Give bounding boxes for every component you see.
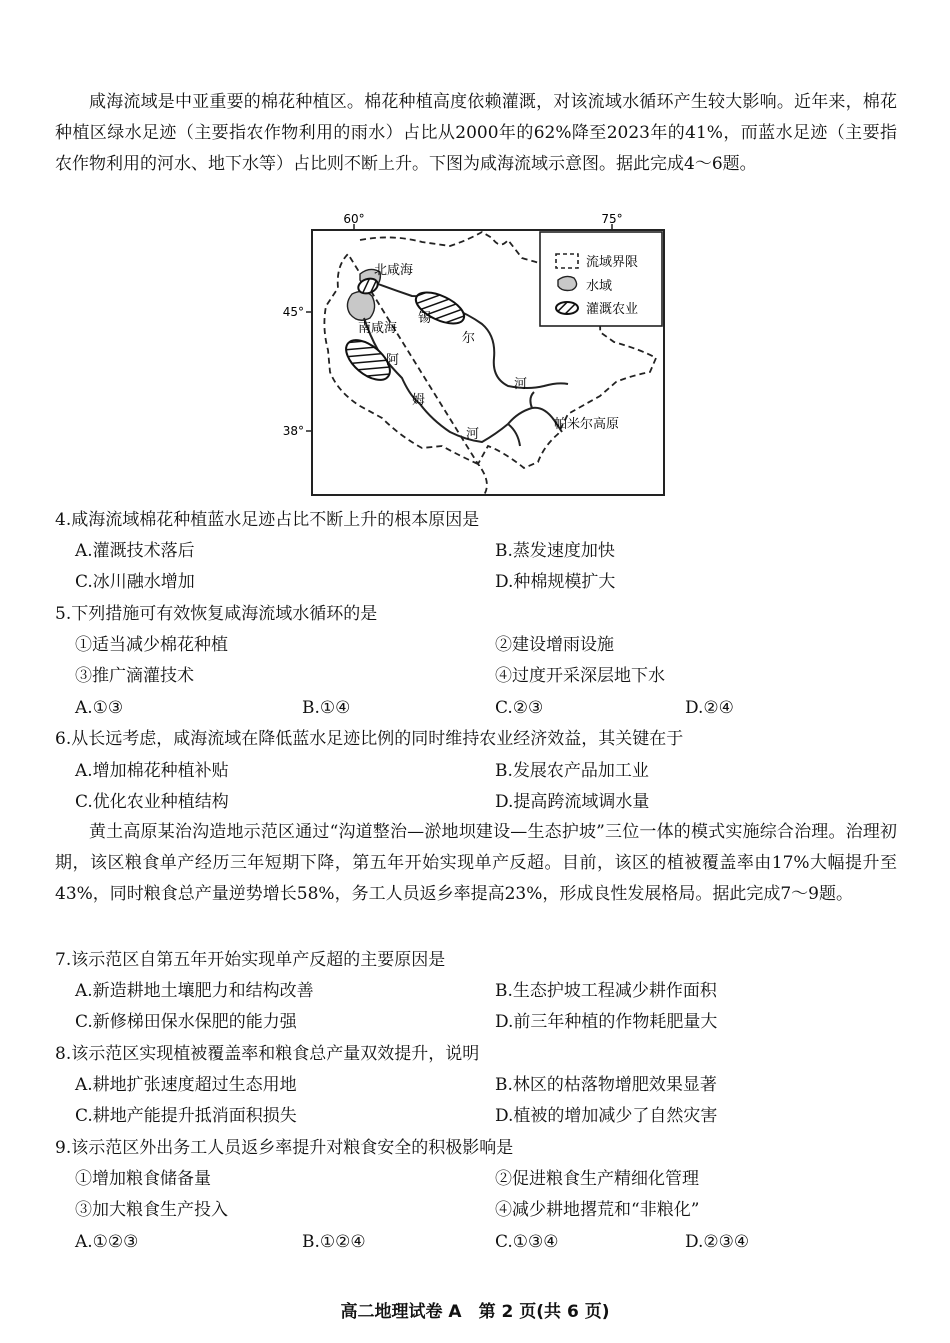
label-amu-char-3: 河 — [466, 427, 480, 442]
q5-option-a: A.①③ — [75, 698, 124, 718]
legend-boundary-label: 流域界限 — [586, 255, 639, 270]
q5-stem: 5.下列措施可有效恢复咸海流域水循环的是 — [55, 604, 378, 624]
q4-option-b: B.蒸发速度加快 — [495, 541, 615, 561]
label-north-aral: 北咸海 — [374, 263, 414, 278]
q4-option-c: C.冰川融水增加 — [75, 572, 195, 592]
label-syr-char-1: 锡 — [418, 311, 432, 326]
q4-stem: 4.咸海流域棉花种植蓝水足迹占比不断上升的根本原因是 — [55, 510, 480, 530]
label-south-aral: 南咸海 — [358, 321, 398, 336]
q9-option-d: D.②③④ — [685, 1232, 750, 1252]
label-amu-char-1: 阿 — [386, 353, 400, 368]
label-syr-char-3: 河 — [514, 377, 528, 392]
q8-option-d: D.植被的增加减少了自然灾害 — [495, 1106, 718, 1126]
intro-paragraph-loess: 黄土高原某治沟造地示范区通过“沟道整治—淤地坝建设—生态护坡”三位一体的模式实施综合治理。治理初期，该区粮食单产经历三年短期下降，第五年开始实现单产反超。目前，该区的植被覆盖率由17%大幅提升至43%，同时粮食总产量逆势增长58%，务工人员返乡率提高23%，形成良性发展格局。据此完成7～9题。 — [55, 822, 897, 904]
q8-option-b: B.林区的枯落物增肥效果显著 — [495, 1075, 717, 1095]
legend-water-symbol — [558, 276, 577, 290]
south-aral-water — [347, 291, 374, 320]
lat-label-38: 38° — [282, 424, 304, 438]
q5-statement-1: ①适当减少棉花种植 — [75, 635, 228, 655]
page-footer: 高二地理试卷 A 第 2 页(共 6 页) — [340, 1302, 610, 1322]
q5-option-b: B.①④ — [302, 698, 351, 718]
q8-stem: 8.该示范区实现植被覆盖率和粮食总产量双效提升，说明 — [55, 1044, 480, 1064]
q9-statement-2: ②促进粮食生产精细化管理 — [495, 1169, 699, 1189]
label-amu-char-2: 姆 — [412, 393, 426, 408]
legend-irrigation-label: 灌溉农业 — [586, 302, 639, 317]
intro-paragraph-aral: 咸海流域是中亚重要的棉花种植区。棉花种植高度依赖灌溉，对该流域水循环产生较大影响。近年来，棉花种植区绿水足迹（主要指农作物利用的雨水）占比从2000年的62%降至2023年的41%，而蓝水足迹（主要指农作物利用的河水、地下水等）占比则不断上升。下图为咸海流域示意图。据此完成4～6题。 — [55, 92, 897, 174]
q7-option-b: B.生态护坡工程减少耕作面积 — [495, 981, 717, 1001]
label-syr-char-2: 尔 — [462, 331, 476, 346]
q5-option-c: C.②③ — [495, 698, 544, 718]
label-pamir: 帕米尔高原 — [554, 417, 620, 432]
q4-option-a: A.灌溉技术落后 — [75, 541, 195, 561]
q7-option-a: A.新造耕地土壤肥力和结构改善 — [75, 981, 314, 1001]
aral-basin-map — [282, 210, 674, 500]
q5-option-d: D.②④ — [685, 698, 734, 718]
q5-statement-2: ②建设增雨设施 — [495, 635, 614, 655]
q6-option-a: A.增加棉花种植补贴 — [75, 761, 229, 781]
q6-option-d: D.提高跨流域调水量 — [495, 792, 650, 812]
q9-option-c: C.①③④ — [495, 1232, 559, 1252]
legend-irrigation-symbol — [556, 302, 578, 314]
q9-statement-1: ①增加粮食储备量 — [75, 1169, 211, 1189]
q9-option-a: A.①②③ — [75, 1232, 139, 1252]
q6-option-c: C.优化农业种植结构 — [75, 792, 229, 812]
q7-option-c: C.新修梯田保水保肥的能力强 — [75, 1012, 297, 1032]
q6-option-b: B.发展农产品加工业 — [495, 761, 649, 781]
lat-label-45: 45° — [282, 305, 304, 319]
q9-statement-3: ③加大粮食生产投入 — [75, 1200, 228, 1220]
lon-label-60: 60° — [343, 212, 365, 226]
q5-statement-3: ③推广滴灌技术 — [75, 666, 194, 686]
q7-option-d: D.前三年种植的作物耗肥量大 — [495, 1012, 718, 1032]
q5-statement-4: ④过度开采深层地下水 — [495, 666, 665, 686]
legend-water-label: 水域 — [586, 279, 613, 294]
q7-stem: 7.该示范区自第五年开始实现单产反超的主要原因是 — [55, 950, 446, 970]
q9-stem: 9.该示范区外出务工人员返乡率提升对粮食安全的积极影响是 — [55, 1138, 514, 1158]
q8-option-c: C.耕地产能提升抵消面积损失 — [75, 1106, 297, 1126]
q8-option-a: A.耕地扩张速度超过生态用地 — [75, 1075, 297, 1095]
lon-label-75: 75° — [601, 212, 623, 226]
q9-statement-4: ④减少耕地撂荒和“非粮化” — [495, 1200, 700, 1220]
q9-option-b: B.①②④ — [302, 1232, 366, 1252]
q6-stem: 6.从长远考虑，咸海流域在降低蓝水足迹比例的同时维持农业经济效益，其关键在于 — [55, 729, 684, 749]
q4-option-d: D.种棉规模扩大 — [495, 572, 616, 592]
